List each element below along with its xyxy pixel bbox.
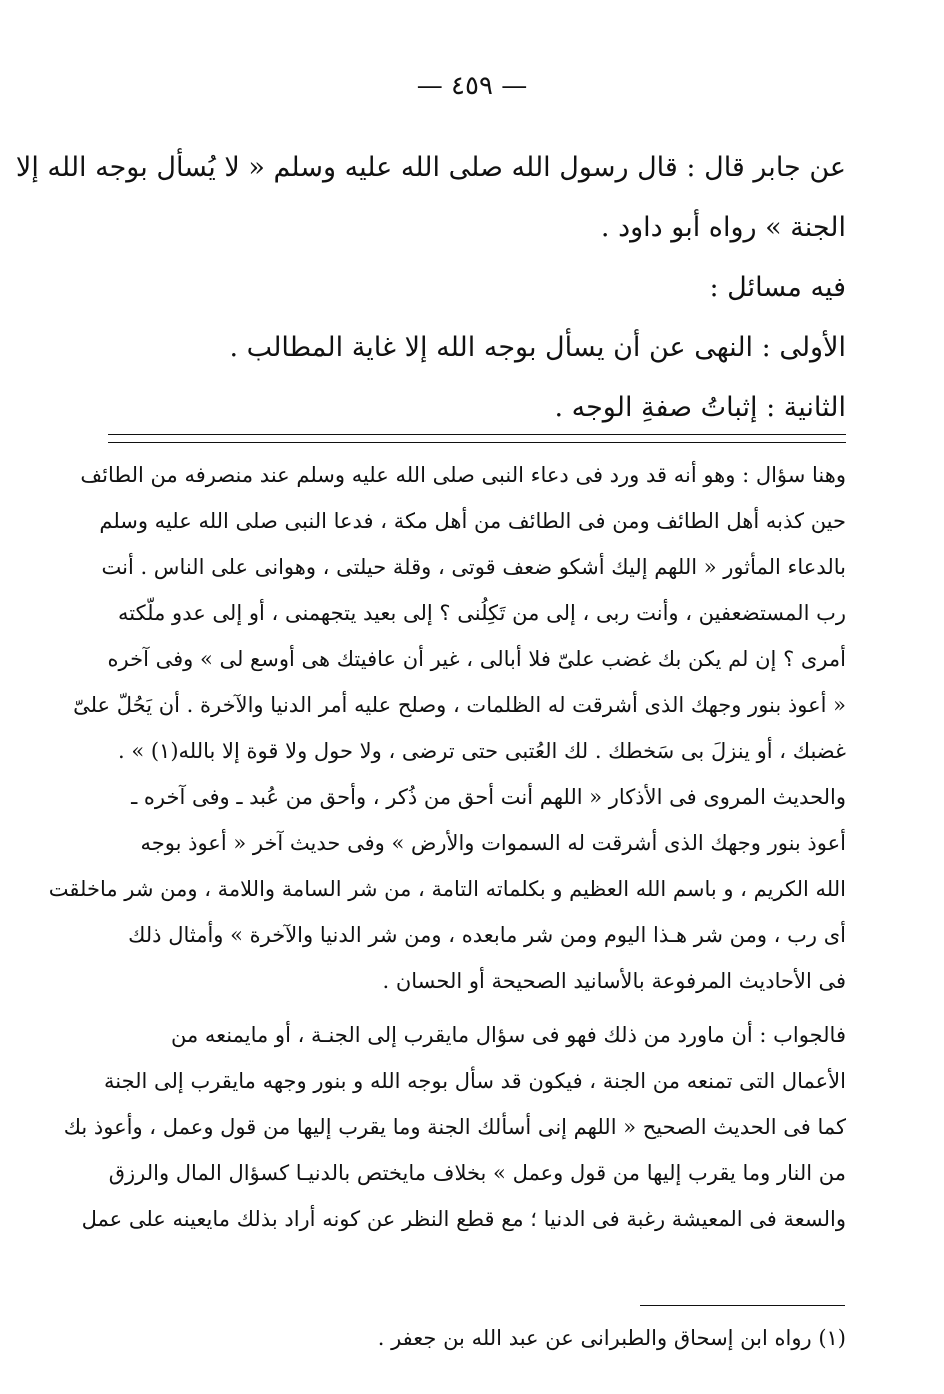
- issues-heading: فيه مسائل :: [709, 272, 846, 303]
- commentary-line: « أعوذ بنور وجهك الذى أشرقت له الظلمات ، وصلح عليه أمر الدنيا والآخرة . أن يَحُلّ علىّ: [73, 693, 846, 717]
- answer-line: والسعة فى المعيشة رغبة فى الدنيا ؛ مع قطع النظر عن كونه أراد بذلك مايعينه على عمل: [81, 1207, 846, 1231]
- issue-first: الأولى : النهى عن أن يسأل بوجه الله إلا غاية المطالب .: [229, 332, 846, 363]
- answer-line: من النار وما يقرب إليها من قول وعمل » بخلاف مايختص بالدنيـا كسؤال المال والرزق: [108, 1161, 846, 1185]
- answer-line: كما فى الحديث الصحيح « اللهم إنى أسألك الجنة وما يقرب إليها من قول وعمل ، وأعوذ بك: [63, 1115, 846, 1139]
- commentary-line: غضبك ، أو ينزلَ بى سَخطك . لك العُتبى حتى ترضى ، ولا حول ولا قوة إلا بالله(١) » .: [117, 739, 846, 763]
- section-divider-bottom: [108, 442, 846, 443]
- page-number: — ٤٥٩ —: [416, 71, 528, 101]
- commentary-line: وهنا سؤال : وهو أنه قد ورد فى دعاء النبى صلى الله عليه وسلم عند منصرفه من الطائف: [80, 463, 846, 487]
- commentary-line: بالدعاء المأثور « اللهم إليك أشكو ضعف قوتى ، وقلة حيلتى ، وهوانى على الناس . أنت: [101, 555, 846, 579]
- hadith-line: عن جابر قال : قال رسول الله صلى الله عليه وسلم « لا يُسأل بوجه الله إلا: [15, 152, 846, 183]
- commentary-line: والحديث المروى فى الأذكار « اللهم أنت أحق من ذُكر ، وأحق من عُبد ـ وفى آخره ـ: [131, 785, 846, 809]
- commentary-line: أعوذ بنور وجهك الذى أشرقت له السموات والأرض » وفى حديث آخر « أعوذ بوجه: [140, 831, 846, 855]
- commentary-line: فى الأحاديث المرفوعة بالأسانيد الصحيحة أو الحسان .: [382, 969, 846, 993]
- answer-line: فالجواب : أن ماورد من ذلك فهو فى سؤال مايقرب إلى الجنـة ، أو مايمنعه من: [170, 1023, 846, 1047]
- answer-line: الأعمال التى تمنعه من الجنة ، فيكون قد سأل بوجه الله و بنور وجهه مايقرب إلى الجنة: [103, 1069, 846, 1093]
- hadith-line: الجنة » رواه أبو داود .: [600, 212, 846, 243]
- footnote: (١) رواه ابن إسحاق والطبرانى عن عبد الله بن جعفر .: [377, 1326, 846, 1350]
- footnote-rule: [640, 1305, 845, 1306]
- issue-second: الثانية : إثباتُ صفةِ الوجه .: [554, 392, 846, 423]
- paragraph-gap: [108, 1004, 846, 1012]
- commentary-line: رب المستضعفين ، وأنت ربى ، إلى من تَكِلُنى ؟ إلى بعيد يتجهمنى ، أو إلى عدو ملّكته: [117, 601, 846, 625]
- commentary-line: أى رب ، ومن شر هـذا اليوم ومن شر مابعده ، ومن شر الدنيا والآخرة » وأمثال ذلك: [128, 923, 846, 947]
- section-divider-top: [108, 434, 846, 435]
- commentary-line: الله الكريم ، و باسم الله العظيم و بكلماته التامة ، من شر السامة واللامة ، ومن شر ماخلقت: [48, 877, 846, 901]
- commentary-line: حين كذبه أهل الطائف ومن فى الطائف من أهل مكة ، فدعا النبى صلى الله عليه وسلم: [99, 509, 846, 533]
- commentary-section: [48, 452, 846, 1242]
- hadith-section: [15, 138, 846, 438]
- commentary-line: أمرى ؟ إن لم يكن بك غضب علىّ فلا أبالى ، غير أن عافيتك هى أوسع لى » وفى آخره: [107, 647, 846, 671]
